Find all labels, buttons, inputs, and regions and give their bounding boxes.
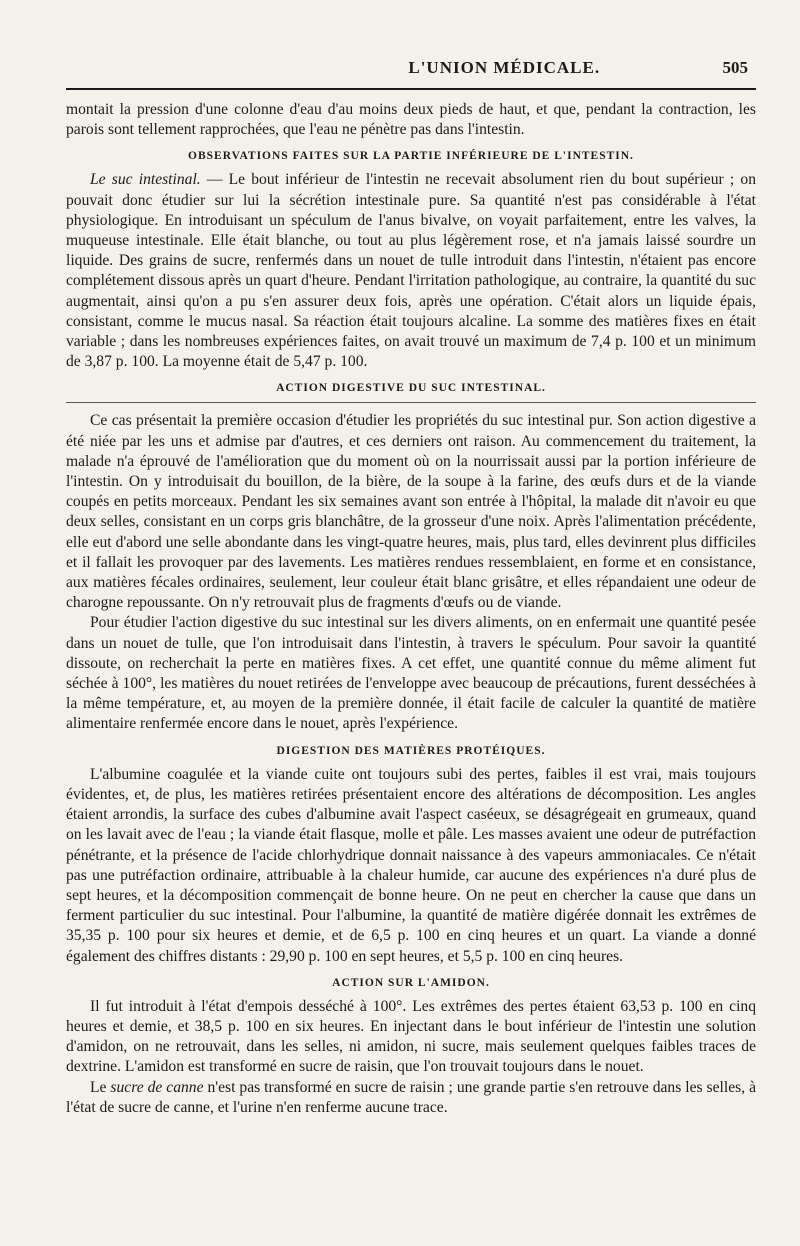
section-heading-digestion-proteiques: DIGESTION DES MATIÈRES PROTÉIQUES. [276,744,546,757]
section-heading-action-digestive: ACTION DIGESTIVE DU SUC INTESTINAL. [276,382,546,395]
running-header [66,58,756,90]
section-heading-observations: OBSERVATIONS FAITES SUR LA PARTIE INFÉRIEURE DE L'INTESTIN. [188,150,634,163]
paragraph: L'albumine coagulée et la viande cuite ont toujours subi des pertes, faibles il est vrai, mais toujours évidentes, et, de plus, les matières retirées présentaient encore des altérations de décomposition. Les angles étaient arrondis, la surface des cubes d'albumine avait l'aspect caséeux, se désagrégeait en grumeaux, quand on les lavait avec de l'eau ; la viande était flasque, molle et pâle. Les masses avaient une odeur de putréfaction pénétrante, et la présence de l'acide chlorhydrique donnait naissance à des vapeurs ammoniacales. Ce n'était pas une putréfaction ordinaire, attribuable à la chaleur humide, car aucune des expériences n'a duré plus de sept heures, et la décomposition commençait de bonne heure. On ne peut en chercher la cause que dans un ferment particulier du suc intestinal. Pour l'albumine, la quantité de matière digérée donnait les extrêmes de 35,35 p. 100 pour six heures et demie, et de 6,5 p. 100 en cinq heures et un quart. La viande a donné également des chiffres distants : 29,90 p. 100 en sept heures, et 5,5 p. 100 en cinq heures. [66,765,756,965]
paragraph-suc-intestinal: Le suc intestinal. — Le bout inférieur de l'intestin ne recevait absolument rien du bout supérieur ; on pouvait donc étudier sur lui la sécrétion intestinale pure. Sa quantité n'est pas considérable à l'état physiologique. En introduisant un spéculum de l'anus bivalve, on voyait parfaitement, entre les valves, la muqueuse intestinale. Elle était blanche, ou tout au plus légèrement rose, et n'a jamais laissé sourdre un liquide. Des grains de sucre, renfermés dans un nouet de tulle introduit dans l'intestin, n'étaient pas encore complétement dissous après un quart d'heure. Pendant l'irritation pathologique, au contraire, la quantité du suc augmentait, ainsi qu'on a pu s'en assurer deux fois, après une opération. C'était alors un liquide épais, consistant, comme le mucus nasal. Sa réaction était toujours alcaline. La somme des matières fixes en était variable ; dans les nombreuses expériences faites, on avait trouvé un maximum de 7,4 p. 100 et un minimum de 3,87 p. 100. La moyenne était de 5,47 p. 100. [66,171,757,371]
paragraph: Ce cas présentait la première occasion d'étudier les propriétés du suc intestinal pur. Son action digestive a été niée par les uns et admise par d'autres, et ces derniers ont raison. Au commencement du traitement, la malade n'a éprouvé de l'amélioration que du moment où on la nourrissait aussi par la portion inférieure de l'intestin. On y introduisait du bouillon, de la bière, de la soupe à la farine, des œufs durs et de la viande coupés en petits morceaux. Pendant les six semaines avant son entrée à l'hôpital, la malade dit n'avoir eu que deux selles, consistant en un corps gris blanchâtre, de la grosseur d'une noix. Après l'alimentation précédente, elle eut d'abord une selle abondante dans les vingt-quatre heures, mais, plus tard, elles devinrent plus difficiles et il fallait les provoquer par des lavements. Les matières rendues ressemblaient, en forme et en consistance, aux matières fécales ordinaires, seulement, leur couleur était blanc grisâtre, et elles répandaient une odeur de charogne repoussante. On n'y retrouvait plus de fragments d'œufs ou de viande. [66,412,756,612]
lead-italic: Le suc intestinal. [90,171,201,189]
page-number: 505 [722,58,748,77]
opening-paragraph: montait la pression d'une colonne d'eau d'au moins deux pieds de haut, et que, pendant la contraction, les parois sont tellement rapprochées, que l'eau ne pénètre pas dans l'intestin. [66,101,756,139]
paragraph-sucre-de-canne: Le sucre de canne n'est pas transformé en sucre de raisin ; une grande partie s'en retrouve dans les selles, à l'état de sucre de canne, et l'urine n'en renferme aucune trace. [66,1078,756,1116]
paragraph: Il fut introduit à l'état d'empois desséché à 100°. Les extrêmes des pertes étaient 63,53 p. 100 en cinq heures et demie, et 38,5 p. 100 en six heures. En injectant dans le bout inférieur de l'intestin une solution d'amidon, on ne retrouvait, dans les selles, ni amidon, ni sucre, mais seulement quelques faibles traces de dextrine. L'amidon est transformé en sucre de raisin, que l'on trouvait toujours dans le nouet. [66,997,756,1076]
section-heading-amidon: ACTION SUR L'AMIDON. [332,976,490,989]
journal-title: L'UNION MÉDICALE. [408,58,601,77]
article-body [66,100,756,1118]
section-divider [66,402,756,403]
paragraph: Pour étudier l'action digestive du suc intestinal sur les divers aliments, on en enfermait une quantité pesée dans un nouet de tulle, que l'on introduisait dans l'intestin, à travers le spéculum. Pour savoir la quantité dissoute, on recherchait la perte en matières fixes. A cet effet, une quantité connue du même aliment fut séchée à 100°, les matières du nouet retirées de l'enveloppe avec beaucoup de précautions, furent desséchées à la même température, et, au moyen de la première donnée, il était facile de calculer la quantité de matière alimentaire renfermée encore dans le nouet, après l'expérience. [66,614,756,733]
